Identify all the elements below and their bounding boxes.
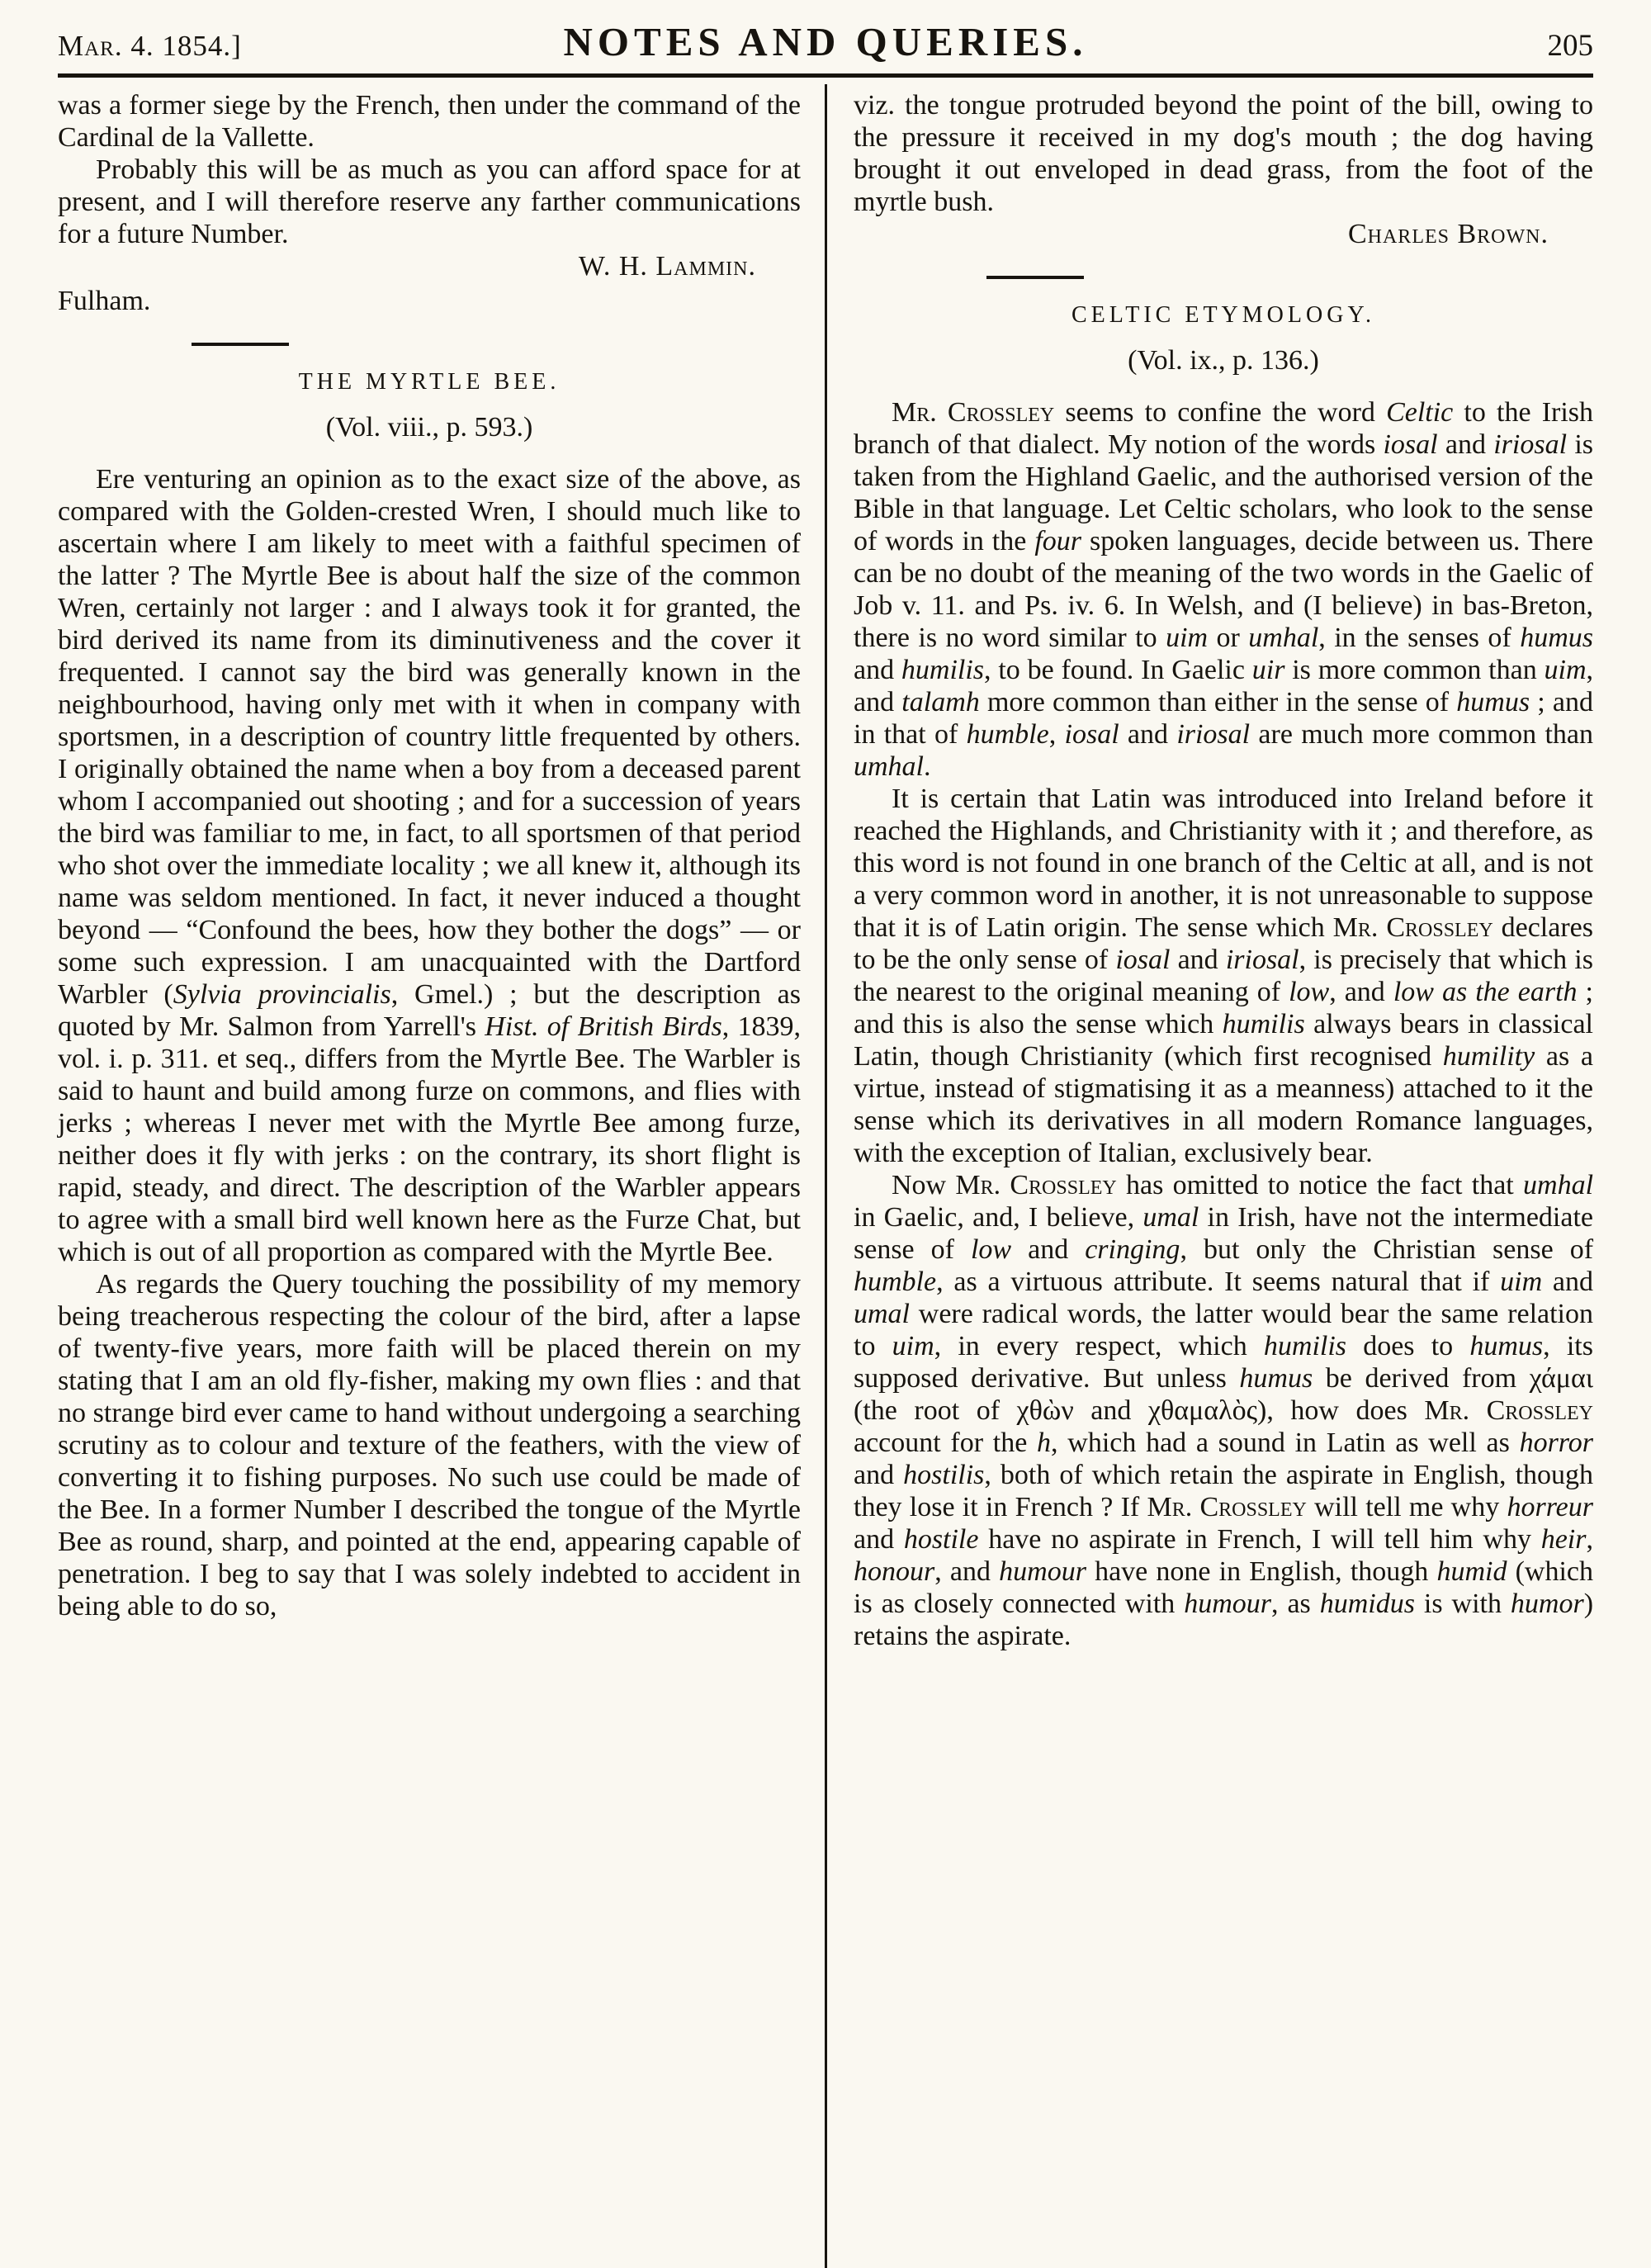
page-number: 205 xyxy=(1547,29,1593,63)
page-header xyxy=(58,0,1593,65)
article-paragraph: Mr. Crossley seems to confine the word Celtic to the Irish branch of that dialect. My notion of the words iosal and iriosal is taken from the Highland Gaelic, and the authorised version of the Bible in that language. Let Celtic scholars, who look to the sense of words in the four spoken languages, decide between us. There can be no doubt of the meaning of the two words in the Gaelic of Job v. 11. and Ps. iv. 6. In Welsh, and (I believe) in bas-Breton, there is no word similar to uim or umhal, in the senses of humus and humilis, to be found. In Gaelic uir is more common than uim, and talamh more common than either in the sense of humus ; and in that of humble, iosal and iriosal are much more common than umhal. xyxy=(854,397,1594,782)
article-title: THE MYRTLE BEE. xyxy=(298,369,561,395)
header-rule xyxy=(58,73,1593,78)
article-paragraph: Probably this will be as much as you can afford space for at present, and I will therefore reserve any farther communications for a future Number. xyxy=(58,154,801,249)
article-paragraph: As regards the Query touching the possibility of my memory being treacherous respecting the colour of the bird, after a lapse of twenty-five years, more faith will be placed therein on my stating that I am an old fly-fisher, making my own flies : and that no strange bird ever came to hand without undergoing a searching scrutiny as to colour and texture of the feathers, with the view of converting it to fishing purposes. No such use could be made of the Bee. In a former Number I described the tongue of the Myrtle Bee as round, sharp, and pointed at the end, appearing capable of penetration. I beg to say that I was solely indebted to accident in being able to do so, xyxy=(58,1269,801,1622)
article-paragraph: Ere venturing an opinion as to the exact size of the above, as compared with the Golden-crested Wren, I should much like to ascertain where I am likely to meet with a faithful specimen of the latter ? The Myrtle Bee is about half the size of the common Wren, certainly not larger : and I always took it for granted, the bird derived its name from its diminutiveness and the cover it frequented. I cannot say the bird was generally known in the neighbourhood, having only met with it when in company with sportsmen, in a description of country little frequented by others. I originally obtained the name when a boy from a deceased parent whom I accompanied out shooting ; and for a succession of years the bird was familiar to me, in fact, to all sportsmen of that period who shot over the immediate locality ; we all knew it, although its name was seldom mentioned. In fact, it never induced a thought beyond — “Confound the bees, how they bother the dogs” — or some such expression. I am unacquainted with the Dartford Warbler (Sylvia provincialis, Gmel.) ; but the description as quoted by Mr. Salmon from Yarrell's Hist. of British Birds, 1839, vol. i. p. 311. et seq., differs from the Myrtle Bee. The Warbler is said to haunt and build among furze on commons, and flies with jerks ; whereas I never met with the Myrtle Bee among furze, neither does it fly with jerks : on the contrary, its short flight is rapid, steady, and direct. The description of the Warbler appears to agree with a small bird well known here as the Furze Chat, but which is out of all proportion as compared with the Myrtle Bee. xyxy=(58,464,802,1267)
publication-title: NOTES AND QUERIES. xyxy=(563,19,1088,64)
article-paragraph: It is certain that Latin was introduced into Ireland before it reached the Highlands, and Christianity with it ; and therefore, as this word is not found in one branch of the Celtic at all, and is not a very common word in another, it is not unreasonable to suppose that it is of Latin origin. The sense which Mr. Crossley declares to be the only sense of iosal and iriosal, is precisely that which is the nearest to the original meaning of low, and low as the earth ; and this is also the sense which humilis always bears in classical Latin, though Christianity (which first recognised humility as a virtue, instead of stigmatising it as a meanness) attached to it the sense which its derivatives in all modern Romance languages, with the exception of Italian, exclusively bear. xyxy=(854,784,1593,1168)
right-column xyxy=(826,81,1593,1652)
section-divider xyxy=(192,343,289,346)
issue-date: Mar. 4. 1854.] xyxy=(58,30,242,62)
article-paragraph: was a former siege by the French, then under the command of the Cardinal de la Vallette. xyxy=(58,90,801,153)
article-reference: (Vol. ix., p. 136.) xyxy=(1128,345,1319,376)
article-reference: (Vol. viii., p. 593.) xyxy=(325,412,533,443)
left-column xyxy=(58,81,826,1652)
article-paragraph: Now Mr. Crossley has omitted to notice the fact that umhal in Gaelic, and, I believe, umal in Irish, have not the intermediate sense of low and cringing, but only the Christian sense of humble, as a virtuous attribute. It seems natural that if uim and umal were radical words, the latter would bear the same relation to uim, in every respect, which humilis does to humus, its supposed derivative. But unless humus be derived from χάμαι (the root of χθὼν and χθαμαλὸς), how does Mr. Crossley account for the h, which had a sound in Latin as well as horror and hostilis, both of which retain the aspirate in English, though they lose it in French ? If Mr. Crossley will tell me why horreur and hostile have no aspirate in French, I will tell him why heir, honour, and humour have none in English, though humid (which is as closely connected with humour, as humidus is with humor) retains the aspirate. xyxy=(854,1170,1594,1651)
article-paragraph: viz. the tongue protruded beyond the point of the bill, owing to the pressure it received in my dog's mouth ; the dog having brought it out enveloped in dead grass, from the foot of the myrtle bush. xyxy=(854,90,1593,217)
author-signature: Charles Brown. xyxy=(1347,219,1549,249)
article-title: CELTIC ETYMOLOGY. xyxy=(1071,302,1376,328)
author-signature: W. H. Lammin. xyxy=(578,251,756,282)
author-location: Fulham. xyxy=(58,286,151,316)
section-divider xyxy=(986,276,1084,279)
column-divider-rule xyxy=(825,84,827,2268)
